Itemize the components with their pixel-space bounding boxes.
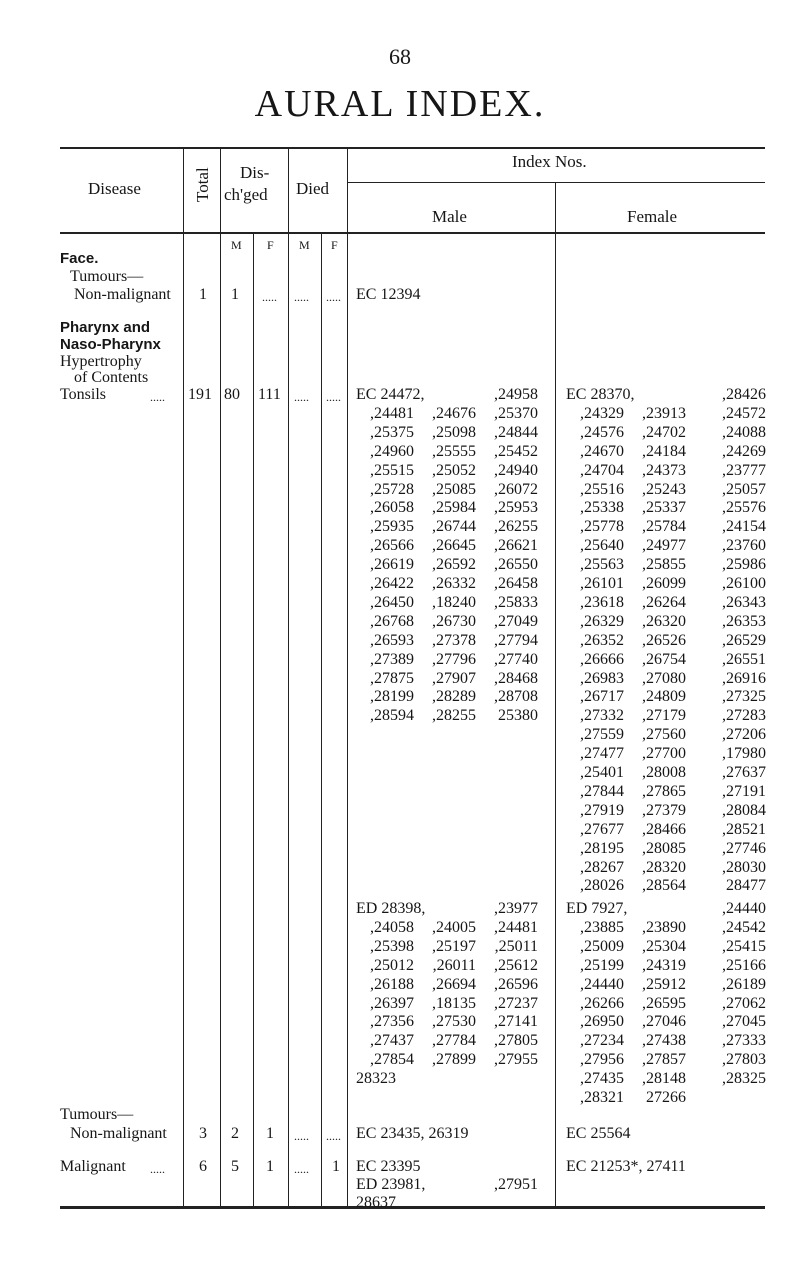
header-male: Male xyxy=(432,207,467,226)
header-discharged-1: Dis- xyxy=(240,163,270,182)
table-top-rule xyxy=(60,147,765,149)
nonmalignant-died-f: ..... xyxy=(326,1129,341,1143)
tonsils-discharged-m: 80 xyxy=(224,386,240,403)
col-rule-total xyxy=(220,147,221,1207)
malignant-discharged-m: 5 xyxy=(231,1158,239,1175)
col-rule-discharged-mid xyxy=(253,232,254,1207)
nonmalignant-died-m: ..... xyxy=(294,1129,309,1143)
malignant-leader-dots: ..... xyxy=(150,1162,165,1176)
section-pharynx: Pharynx and xyxy=(60,319,151,336)
face-nonmalignant-discharged-m: 1 xyxy=(231,286,239,303)
index-number: EC 23395 xyxy=(356,1158,421,1175)
malignant-label: Malignant xyxy=(60,1158,126,1175)
tonsils-died-f: ..... xyxy=(326,390,341,404)
malignant-discharged-f: 1 xyxy=(266,1158,274,1175)
col-rule-disease xyxy=(183,147,184,1207)
nonmalignant-male-index: EC 23435, 26319 xyxy=(356,1125,469,1142)
index-subheader-rule xyxy=(347,182,765,183)
face-tumours-label: Tumours— xyxy=(70,268,144,285)
tonsils-leader-dots: ..... xyxy=(150,390,165,404)
malignant-died-f: 1 xyxy=(332,1158,340,1175)
page-number: 68 xyxy=(389,44,411,69)
header-total: Total xyxy=(193,167,212,202)
face-nonmalignant-label: Non-malignant xyxy=(74,286,171,303)
index-number: ED 23981, xyxy=(356,1176,426,1193)
index-number: 28323 xyxy=(356,1070,396,1088)
tonsils-label: Tonsils xyxy=(60,386,106,403)
header-discharged-2: ch'ged xyxy=(224,185,268,204)
face-nonmalignant-died-f: ..... xyxy=(326,290,341,304)
nonmalignant-total: 3 xyxy=(199,1125,207,1142)
face-nonmalignant-died-m: ..... xyxy=(294,290,309,304)
nonmalignant-discharged-m: 2 xyxy=(231,1125,239,1142)
header-bottom-rule xyxy=(60,232,765,234)
header-died-f: F xyxy=(331,238,338,252)
tonsils-total: 191 xyxy=(188,386,212,403)
tonsils-died-m: ..... xyxy=(294,390,309,404)
header-disease: Disease xyxy=(88,179,141,198)
col-rule-died-mid xyxy=(321,232,322,1207)
header-died: Died xyxy=(296,179,330,198)
header-index-nos: Index Nos. xyxy=(512,152,587,171)
malignant-died-m: ..... xyxy=(294,1162,309,1176)
nonmalignant-label: Non-malignant xyxy=(70,1125,167,1142)
malignant-total: 6 xyxy=(199,1158,207,1175)
index-number: ED 28398, xyxy=(356,900,426,917)
nonmalignant-discharged-f: 1 xyxy=(266,1125,274,1142)
malignant-female-index: EC 21253*, 27411 xyxy=(566,1158,686,1175)
face-nonmalignant-total: 1 xyxy=(199,286,207,303)
col-rule-discharged xyxy=(288,147,289,1207)
section-naso-pharynx: Naso-Pharynx xyxy=(60,336,161,353)
face-nonmalignant-male-index: EC 12394 xyxy=(356,286,421,303)
header-discharged-f: F xyxy=(267,238,274,252)
header-discharged-m: M xyxy=(231,238,242,252)
index-number: 28637 xyxy=(356,1194,396,1211)
header-female: Female xyxy=(627,207,678,226)
page-title: AURAL INDEX. xyxy=(254,83,546,125)
face-nonmalignant-discharged-f: ..... xyxy=(262,290,277,304)
col-rule-male-female xyxy=(555,182,556,1207)
index-number: ED 7927, xyxy=(566,900,628,917)
nonmalignant-female-index: EC 25564 xyxy=(566,1125,631,1142)
tumours-label: Tumours— xyxy=(60,1106,134,1123)
page: 68 AURAL INDEX. Disease Total Dis- ch'ged Died Index Nos. Male Female M F M F Face. Tumours— Non-malignant 1 1 ..... ..... ..... EC 12394 Pharynx and Naso-Pharynx Hypertrophy of Contents Tonsils ..... 191 80 111 ..... ..... EC 24472, 24958, 24481, 24676, 25370, 25375, 25098, 24844, 24960, 25555, 25452, 25515, 25052, 24940, 25728, 25085, 26072, 26058, 25984, 25953, 25935, 26744, 26255, 26566, 26645, 26621, 26619, 26592, 26550, 26422, 26332, 26458, 26450, 18240, 25833, 26768, 26730, 27049, 26593, 27378, 27794, 27389, 27796, 27740, 27875, 27907, 28468, 28199, 28289, 28708, 28594, 28255, 25380 EC 28370, 28426, 24329, 23913, 24572, 24576, 24702, 24088, 24670, 24184, 24269, 24704, 24373, 23777, 25516, 25243, 25057, 25338, 25337, 25576, 25778, 25784, 24154, 25640, 24977, 23760, 25563, 25855, 25986, 26101, 26099, 26100, 23618, 26264, 26343, 26329, 26320, 26353, 26352, 26526, 26529, 26666, 26754, 26551, 26983, 27080, 26916, 26717, 24809, 27325, 27332, 27179, 27283, 27559, 27560, 27206, 27477, 27700, 17980, 25401, 28008, 27637, 27844, 27865, 27191, 27919, 27379, 28084, 27677, 28466, 28521, 28195, 28085, 27746, 28267, 28320, 28030, 28026, 28564, 28477 ED 28398, 23977, 24058, 24005, 24481, 25398, 25197, 25011, 25012, 26011, 25612, 26188, 26694, 26596, 26397, 18135, 27237, 27356, 27530, 27141, 27437, 27784, 27805, 27854, 27899, 27955, 28323 ED 7927, 24440, 23885, 23890, 24542, 25009, 25304, 25415, 25199, 24319, 25166, 24440, 25912, 26189, 26266, 26595, 27062, 26950, 27046, 27045, 27234, 27438, 27333, 27956, 27857, 27803, 27435, 28148, 28325, 28321, 27266 EC 23395 ED 23981, 27951, 28637 Tumours— Non-malignant 3 2 1 ..... ..... EC 23435, 26319 EC 25564 Malignant ..... 6 5 1 ..... 1 EC 21253*, 27411 xyxy=(0,0,800,1278)
table-bottom-rule xyxy=(60,1206,765,1209)
hypertrophy-label: Hypertrophy xyxy=(60,353,142,370)
index-number: EC 28370, xyxy=(566,386,635,403)
tonsils-discharged-f: 111 xyxy=(258,386,281,403)
section-face: Face. xyxy=(60,250,99,267)
col-rule-died xyxy=(347,147,348,1207)
header-died-m: M xyxy=(299,238,310,252)
hypertrophy-contents-label: of Contents xyxy=(74,369,149,386)
index-number: EC 24472, xyxy=(356,386,425,403)
